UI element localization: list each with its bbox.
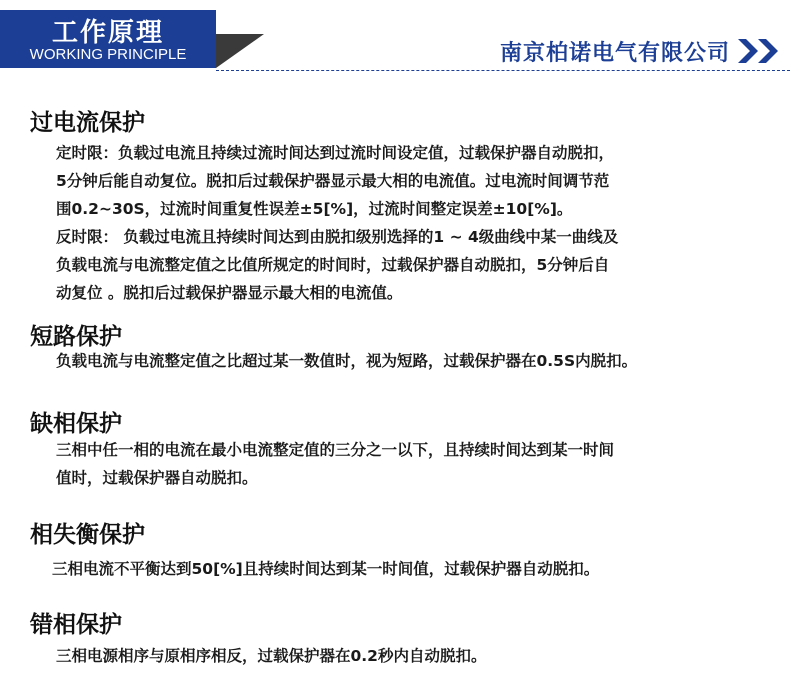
section-title: 相失衡保护 bbox=[30, 522, 145, 548]
body-line: 反时限： 负载过电流且持续时间达到由脱扣级别选择的1 ~ 4级曲线中某一曲线及 bbox=[56, 228, 619, 246]
section-body bbox=[56, 642, 750, 670]
title-block bbox=[0, 10, 216, 68]
section-body bbox=[56, 347, 750, 375]
body-line: 三相中任一相的电流在最小电流整定值的三分之一以下，且持续时间达到某一时间 bbox=[56, 441, 615, 459]
section-body bbox=[56, 436, 750, 492]
body-line: 负载电流与电流整定值之比超过某一数值时，视为短路，过载保护器在0.5S内脱扣。 bbox=[56, 352, 638, 370]
body-line: 动复位 。脱扣后过载保护器显示最大相的电流值。 bbox=[56, 284, 403, 302]
title-shadow-decoration bbox=[216, 34, 264, 68]
section-title: 错相保护 bbox=[30, 612, 122, 638]
body-line: 三相电流不平衡达到50[%]且持续时间达到某一时间值，过载保护器自动脱扣。 bbox=[52, 560, 600, 578]
body-line: 值时，过载保护器自动脱扣。 bbox=[56, 469, 258, 487]
body-line: 5分钟后能自动复位。脱扣后过载保护器显示最大相的电流值。过电流时间调节范 bbox=[56, 172, 610, 190]
section-title: 过电流保护 bbox=[30, 110, 145, 136]
company-name: 南京柏诺电气有限公司 bbox=[499, 41, 730, 66]
header bbox=[0, 0, 790, 76]
title-en: WORKING PRINCIPLE bbox=[29, 46, 187, 63]
section-title: 缺相保护 bbox=[30, 411, 122, 437]
header-dashed-divider bbox=[216, 70, 790, 71]
body-line: 负载电流与电流整定值之比值所规定的时间时，过载保护器自动脱扣，5分钟后自 bbox=[56, 256, 610, 274]
title-cn: 工作原理 bbox=[51, 18, 164, 48]
body-line: 定时限：负载过电流且持续过流时间达到过流时间设定值，过载保护器自动脱扣， bbox=[56, 144, 615, 162]
section-body bbox=[56, 139, 750, 307]
body-line: 三相电源相序与原相序相反，过载保护器在0.2秒内自动脱扣。 bbox=[56, 647, 487, 665]
section-body bbox=[52, 555, 750, 583]
body-line: 围0.2~30S，过流时间重复性误差±5[%]，过流时间整定误差±10[%]。 bbox=[56, 200, 573, 218]
section-title: 短路保护 bbox=[30, 324, 122, 350]
double-chevron-right-icon bbox=[736, 36, 784, 66]
